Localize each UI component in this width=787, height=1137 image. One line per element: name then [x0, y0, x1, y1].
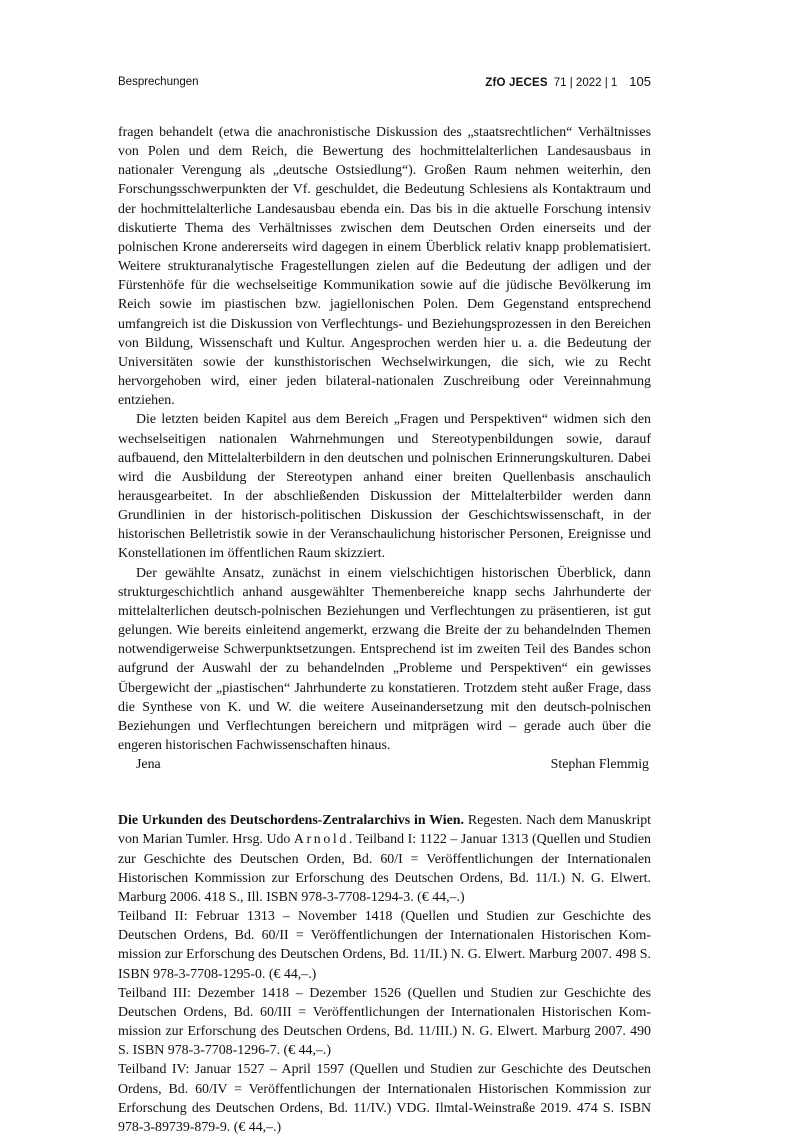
- journal-name: ZfO JECES: [485, 77, 548, 89]
- signature-place: Jena: [136, 757, 161, 773]
- bib-entry-4: Teilband IV: Januar 1527 – April 1597 (Quellen und Studien zur Geschichte des Deutschen Ordens, Bd. 60/IV = Veröffentlichungen der Internationalen Historischen Kommission zur Erforschung des Deutschen Ordens, Bd. 11/IV.) VDG. Ilmtal-Weinstraße 2019. 474 S. ISBN 978-3-89739-879-9. (€ 44,–.): [118, 1062, 651, 1135]
- bib-entry-1: [118, 811, 651, 907]
- journal-info: [485, 74, 651, 89]
- book-title: Die Urkunden des Deutschordens-Zentralarchivs in Wien.: [118, 813, 465, 829]
- review-signature: [118, 755, 651, 774]
- page-number: 105: [629, 74, 651, 89]
- review1-paragraph-1: fragen behandelt (etwa die anachronistische Diskussion des „staatsrechtlichen“ Verhältnisses von Polen und dem Reich, die Bewertung des hochmittelalterlichen Landesausbaus in nationaler Verengung als „deutsche Ostsiedlung“). Großen Raum nehmen weiterhin, den Forschungsschwerpunkten der Vf. geschuldet, die Bedeutung Schlesiens als Kontaktraum und der hochmittelalterliche Landesausbau ebenda ein. Das bis in die aktuelle Forschung intensiv diskutierte Thema des Verhältnisses zwischen dem Deutschen Orden einerseits und der polnischen Krone andererseits wird dagegen in einem Überblick relativ knapp problematisiert. Weitere strukturanalytische Fragestellungen zielen auf die Bedeutung der adligen und der Fürstenhöfe für die wechselseitige Kommunikation sowie auf die jüdische Bevölkerung im Reich sowie im piastischen bzw. jagiellonischen Polen. Dem Gegenstand entsprechend umfangreich ist die Diskussion von Verflechtungs- und Beziehungsprozessen in den Bereichen von Bildung, Wissenschaft und Kultur. Angesprochen werden hier u. a. die Bedeutung der Universitäten sowie der kunsthistorischen Wechselwirkungen, die sich, wie zu Recht hervorgehoben wird, einer jeden bilateral-nationalen Zuschreibung oder Vereinnahmung entziehen.: [118, 125, 651, 409]
- page-body: [118, 123, 651, 1137]
- bib-entry-3: Teilband III: Dezember 1418 – Dezember 1526 (Quellen und Studien zur Geschichte des Deutschen Ordens, Bd. 60/III = Veröffentlichungen der Internationalen Historischen Kommission zur Erforschung des Deutschen Ordens, Bd. 11/III.) N. G. Elwert. Marburg 2007. 490 S. ISBN 978-3-7708-1296-7. (€ 44,–.): [118, 985, 651, 1059]
- bib-entry-2: Teilband II: Februar 1313 – November 1418 (Quellen und Studien zur Geschichte des Deutschen Ordens, Bd. 60/II = Veröffentlichungen der Internationalen Historischen Kommission zur Erforschung des Deutschen Ordens, Bd. 11/II.) N. G. Elwert. Marburg 2007. 498 S. ISBN 978-3-7708-1295-0. (€ 44,–.): [118, 909, 651, 982]
- issue-number: 71 | 2022 | 1: [553, 77, 618, 89]
- section-label: Besprechungen: [118, 76, 199, 88]
- running-header: [118, 72, 651, 92]
- signature-author: Stephan Flemmig: [550, 757, 649, 773]
- bib-entry-1-part-a: Regesten. Nach dem Manuskript von Marian Tumler. Hrsg. Udo: [118, 813, 651, 848]
- review1-paragraph-2: Die letzten beiden Kapitel aus dem Bereich „Fragen und Perspektiven“ widmen sich den wechselseitigen nationalen Wahrnehmungen und Stereotypenbildungen sowie, darauf aufbauend, den Mittelalterbildern in den deutschen und polnischen Erinnerungskulturen. Dabei wird die Ausbildung der Stereotypen anhand einer breiten Quellenbasis anschaulich herausgearbeitet. In der abschließenden Diskussion der Mittelalterbilder werden dann Grundlinien in der historisch-politischen Diskussion der Geschichtswissenschaft, in der historischen Belletristik sowie in der Veranschaulichung historischer Personen, Ereignisse und Konstellationen im öffentlichen Raum skizziert.: [118, 412, 651, 562]
- editor-name: Arnold: [293, 832, 349, 848]
- review1-paragraph-3: Der gewählte Ansatz, zunächst in einem vielschichtigen historischen Überblick, dann strukturgeschichtlich anhand ausgewählter Themenbereiche knapp sechs Jahrhunderte der mittelalterlichen deutsch-polnischen Beziehungen und Verflechtungen zu präsentieren, ist gut gelungen. Wie bereits einleitend angemerkt, erzwang die Breite der zu behandelnden Themen notwendigerweise Schwerpunktsetzungen. Entsprechend ist im zweiten Teil des Bandes schon aufgrund der Auswahl der zu behandelnden „Probleme und Perspektiven“ ein gewisses Übergewicht der „piastischen“ Jahrhunderte zu konstatieren. Trotzdem steht außer Frage, dass die Synthese von K. und W. die weitere Auseinandersetzung mit den deutsch-polnischen Beziehungen und Verflechtungen bereichern und mitprägen wird – gerade auch über die engeren historischen Fachwissenschaften hinaus.: [118, 565, 651, 753]
- review2-bibliography: [118, 811, 651, 1137]
- bib-entry-1-part-b: . Teilband I: 1122 – Januar 1313 (Quellen und Studien zur Geschichte des Deutschen Orden, Bd. 60/I = Veröffentlichungen der Internationalen Historischen Kommission zur Erforschung des Deutschen Ordens, Bd. 11/I.) N. G. Elwert. Marburg 2006. 418 S., Ill. ISBN 978-3-7708-1294-3. (€ 44,–.): [118, 832, 651, 905]
